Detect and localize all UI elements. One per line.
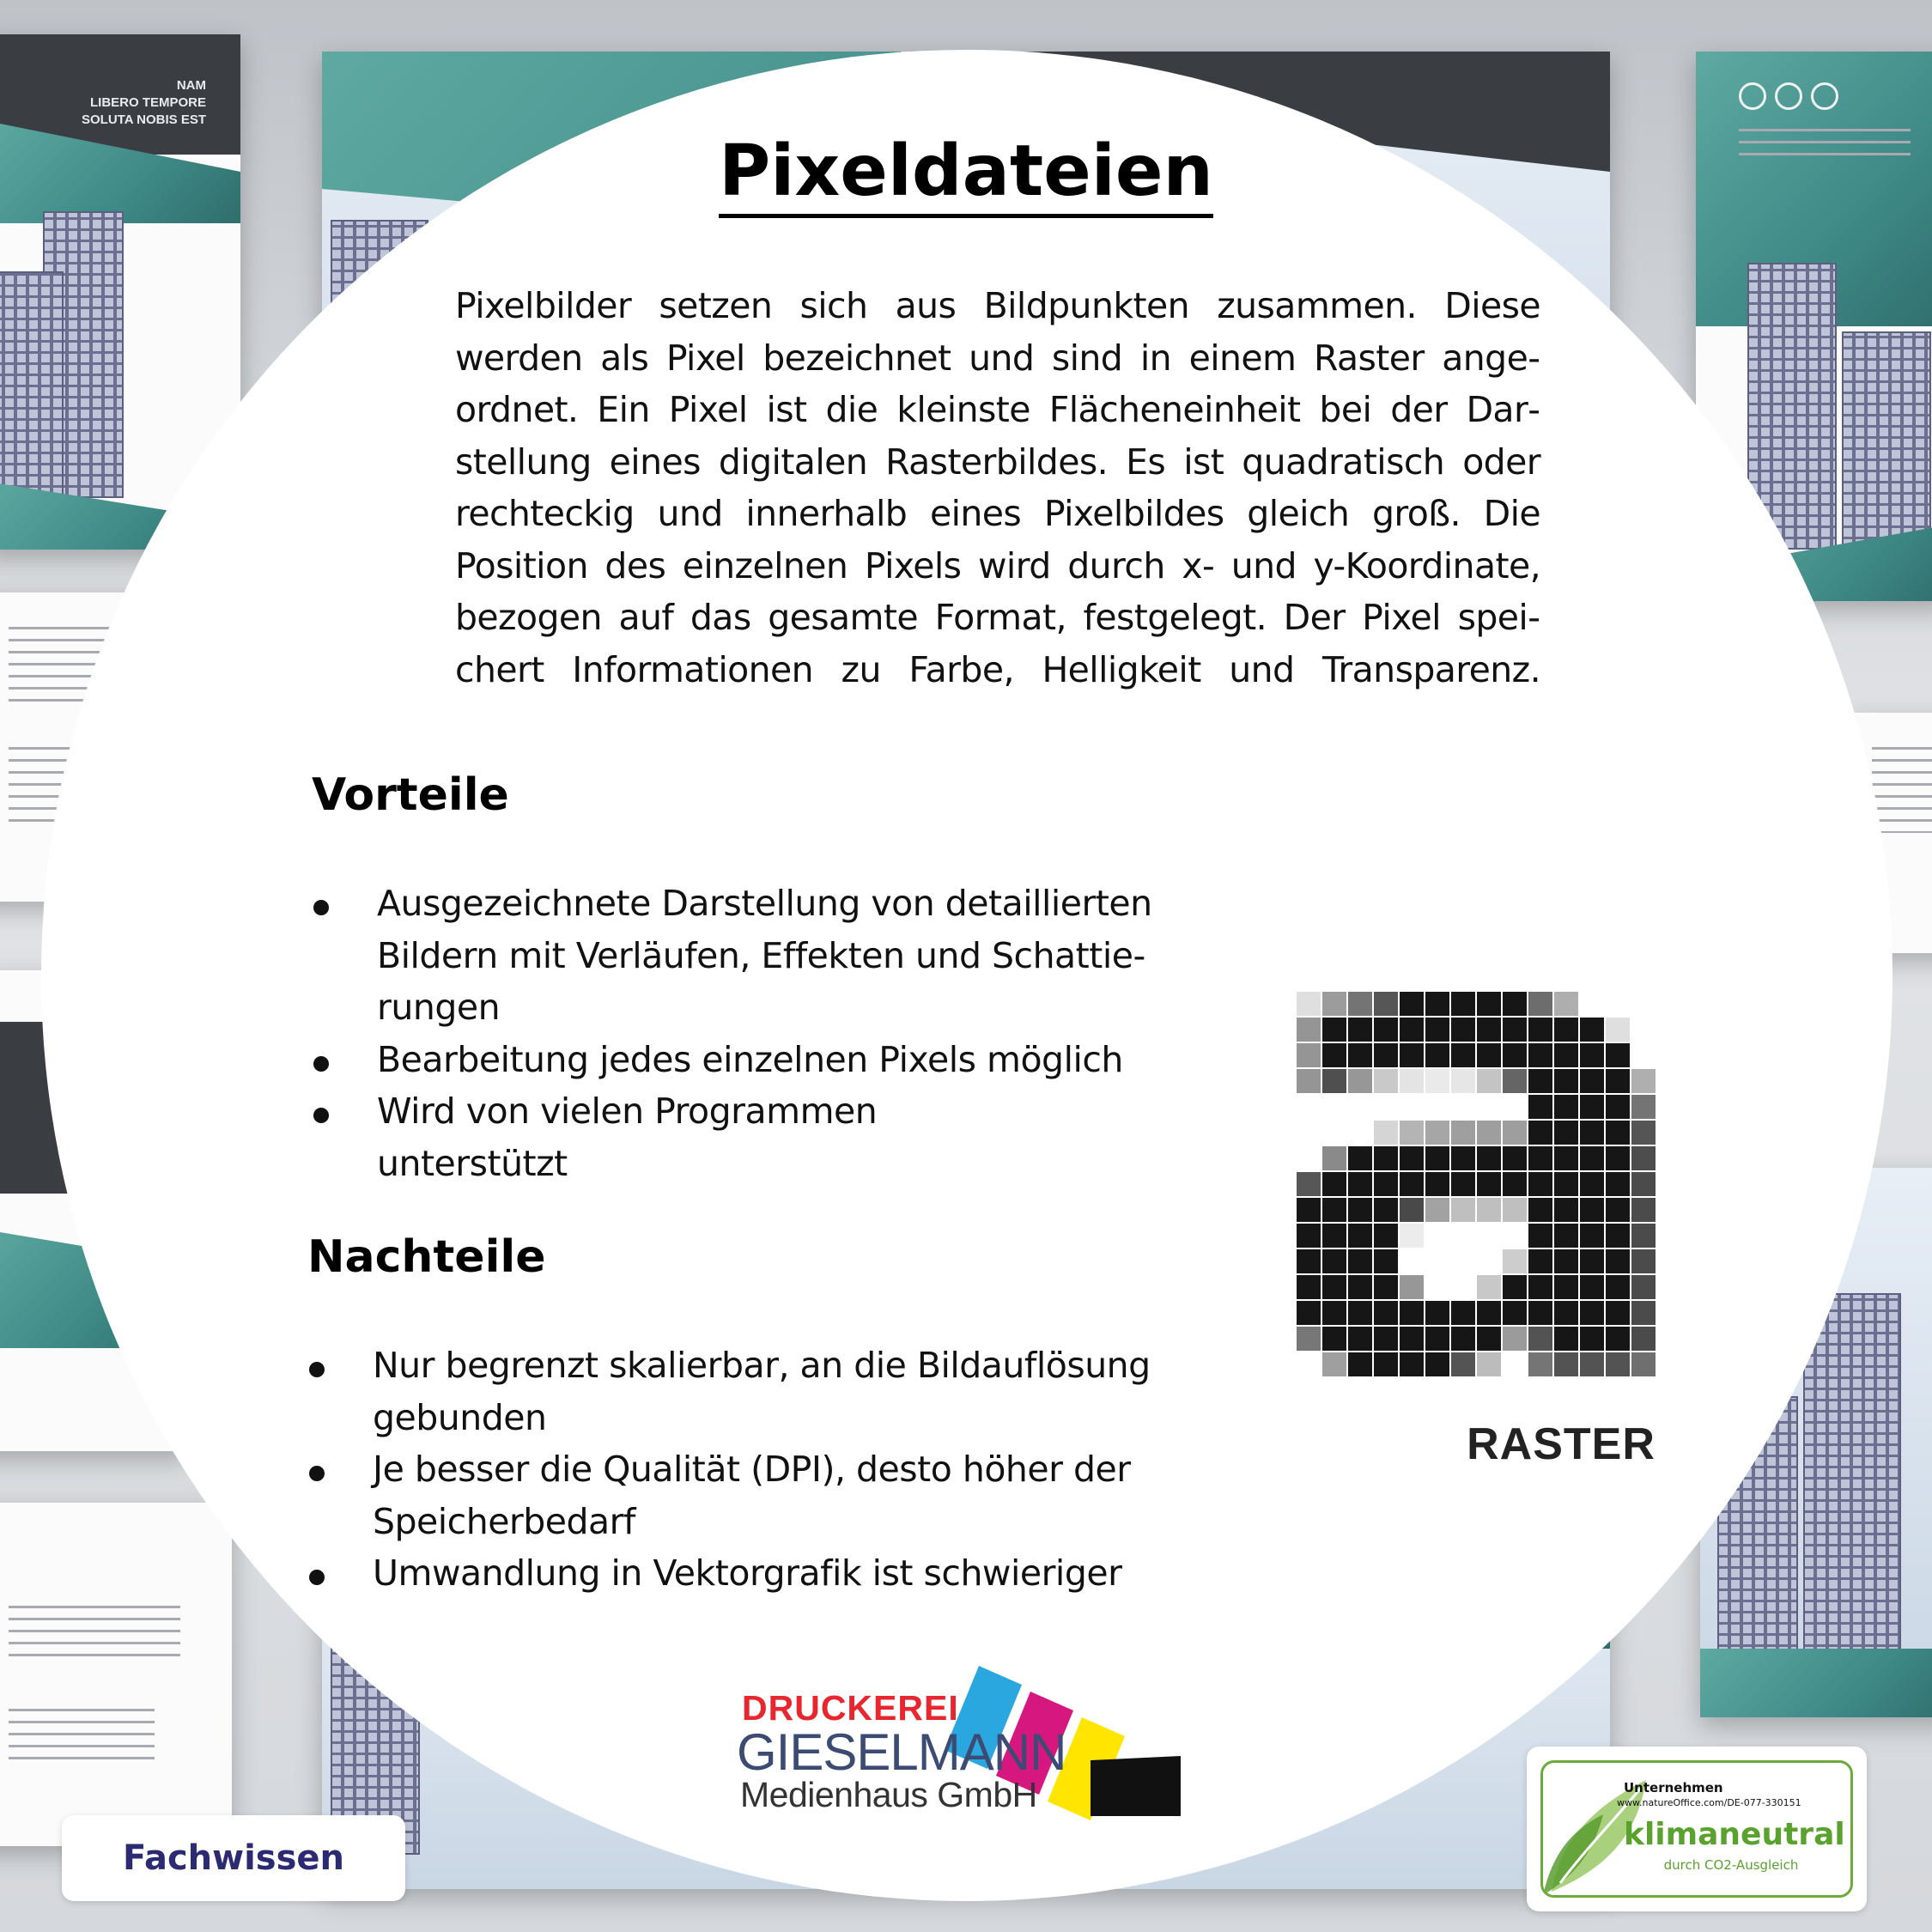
raster-pixel [1606,1275,1630,1299]
raster-pixel [1580,1069,1604,1093]
raster-pixel [1606,1146,1630,1170]
raster-pixel [1528,1249,1552,1273]
raster-pixel [1554,1069,1578,1093]
nachteile-heading: Nachteile [307,1231,546,1283]
raster-pixel [1477,1043,1501,1067]
raster-pixel [1528,1121,1552,1145]
list-item: Bearbeitung jedes einzelnen Pixels möglich [312,1034,1222,1086]
raster-pixel [1580,1043,1604,1067]
raster-pixel [1425,992,1449,1016]
raster-pixel [1477,1172,1501,1196]
raster-pixel [1374,1224,1398,1248]
raster-pixel [1425,1301,1449,1325]
raster-pixel [1477,992,1501,1016]
raster-pixel [1297,1275,1321,1299]
raster-pixel [1400,1198,1424,1222]
raster-pixel [1451,1069,1475,1093]
brochure-label: NAM LIBERO TEMPORE SOLUTA NOBIS EST [81,78,206,127]
raster-pixel [1451,1172,1475,1196]
raster-pixel [1348,1301,1372,1325]
raster-pixel [1451,1301,1475,1325]
raster-pixel [1528,1172,1552,1196]
raster-pixel [1451,1043,1475,1067]
raster-pixel [1322,1146,1346,1170]
vorteile-heading: Vorteile [312,769,509,821]
raster-pixel [1580,1352,1604,1376]
raster-pixel [1554,1327,1578,1351]
raster-pixel [1322,992,1346,1016]
raster-pixel [1374,1249,1398,1273]
raster-pixel [1322,1198,1346,1222]
building [1803,1293,1901,1657]
raster-pixel [1451,1121,1475,1145]
raster-pixel [1631,1301,1656,1325]
raster-pixel [1374,1198,1398,1222]
raster-pixel [1322,1069,1346,1093]
raster-pixel [1297,1069,1321,1093]
raster-pixel [1503,1301,1527,1325]
raster-pixel [1528,1198,1552,1222]
raster-pixel [1503,1069,1527,1093]
raster-pixel [1348,1069,1372,1093]
raster-a-icon [1288,927,1666,1391]
raster-pixel [1400,1224,1424,1248]
raster-pixel [1580,1275,1604,1299]
raster-pixel [1425,1352,1449,1376]
company-logo [730,1666,1185,1820]
raster-pixel [1631,1249,1656,1273]
raster-pixel [1606,1069,1630,1093]
raster-pixel [1348,1198,1372,1222]
building [1842,331,1931,550]
raster-pixel [1606,1095,1630,1119]
raster-pixel [1580,1095,1604,1119]
raster-pixel [1554,1172,1578,1196]
raster-pixel [1554,1198,1578,1222]
raster-pixel [1631,1224,1656,1248]
logo-line-1: DRUCKEREI [742,1688,959,1728]
raster-pixel [1477,1275,1501,1299]
logo-line-2: GIESELMANN [737,1723,1066,1781]
raster-pixel [1374,1352,1398,1376]
raster-pixel [1580,1146,1604,1170]
raster-pixel [1297,992,1321,1016]
raster-pixel [1580,1224,1604,1248]
raster-pixel [1554,1121,1578,1145]
raster-pixel [1297,1301,1321,1325]
raster-pixel [1554,1224,1578,1248]
raster-pixel [1297,1043,1321,1067]
raster-pixel [1322,1224,1346,1248]
badge-line-4: durch CO2-Ausgleich [1663,1857,1799,1873]
raster-pixel [1451,1198,1475,1222]
raster-pixel [1503,1018,1527,1042]
raster-pixel [1580,1327,1604,1351]
raster-pixel [1400,992,1424,1016]
raster-pixel [1580,1121,1604,1145]
raster-pixel [1374,1172,1398,1196]
badge-line-1: Unternehmen [1624,1780,1723,1795]
raster-pixel [1503,1121,1527,1145]
raster-pixel [1374,1121,1398,1145]
raster-pixel [1580,1249,1604,1273]
raster-pixel [1425,1043,1449,1067]
raster-pixel [1374,992,1398,1016]
raster-pixel [1348,1275,1372,1299]
raster-pixel [1297,1249,1321,1273]
raster-pixel [1631,1069,1656,1093]
raster-pixel [1477,1352,1501,1376]
raster-pixel [1606,1249,1630,1273]
raster-pixel [1631,1198,1656,1222]
raster-pixel [1606,1121,1630,1145]
raster-pixel [1348,1249,1372,1273]
raster-pixel [1631,1275,1656,1299]
raster-pixel [1580,1172,1604,1196]
raster-pixel [1528,1301,1552,1325]
raster-pixel [1503,1327,1527,1351]
raster-pixel [1322,1301,1346,1325]
raster-pixel [1425,1146,1449,1170]
badge-line-2: www.natureOffice.com/DE-077-330151 [1617,1797,1801,1808]
raster-pixel [1477,1121,1501,1145]
raster-label: RASTER [1467,1419,1656,1469]
raster-pixel [1297,1327,1321,1351]
raster-pixel [1400,1327,1424,1351]
raster-pixel [1606,1301,1630,1325]
raster-pixel [1348,1018,1372,1042]
raster-pixel [1528,1095,1552,1119]
raster-pixel [1400,1069,1424,1093]
badge-frame [1540,1760,1853,1898]
raster-pixel [1374,1327,1398,1351]
raster-pixel [1348,1327,1372,1351]
klimaneutral-badge [1527,1747,1867,1911]
raster-pixel [1322,1275,1346,1299]
raster-pixel [1580,1301,1604,1325]
raster-pixel [1425,1069,1449,1093]
raster-pixel [1554,1275,1578,1299]
list-item: Je besser die Qualität (DPI), desto höher der Speicherbedarf [307,1443,1235,1547]
raster-pixel [1503,1146,1527,1170]
raster-pixel [1528,1146,1552,1170]
brochure-bottom-left [0,1503,232,1846]
raster-pixel [1606,1198,1630,1222]
raster-pixel [1503,1172,1527,1196]
raster-pixel [1374,1146,1398,1170]
raster-pixel [1503,992,1527,1016]
raster-pixel [1374,1301,1398,1325]
raster-pixel [1348,1146,1372,1170]
raster-pixel [1322,1018,1346,1042]
raster-pixel [1606,1018,1630,1042]
raster-pixel [1348,992,1372,1016]
raster-pixel [1631,1327,1656,1351]
raster-pixel [1477,1146,1501,1170]
raster-pixel [1451,1327,1475,1351]
fachwissen-label: Fachwissen [122,1838,345,1878]
raster-pixel [1348,1224,1372,1248]
raster-pixel [1554,1301,1578,1325]
raster-pixel [1631,1121,1656,1145]
raster-pixel [1425,1327,1449,1351]
raster-pixel [1554,992,1578,1016]
raster-pixel [1477,1069,1501,1093]
brochure-dots [1739,82,1838,110]
raster-pixel [1554,1352,1578,1376]
fachwissen-tag [62,1815,405,1901]
raster-pixel [1400,1352,1424,1376]
raster-pixel [1400,1172,1424,1196]
list-item: Wird von vielen Programmen unterstützt [312,1085,927,1189]
raster-pixel [1322,1352,1346,1376]
raster-pixel [1554,1043,1578,1067]
raster-pixel [1528,1224,1552,1248]
raster-pixel [1322,1249,1346,1273]
raster-pixel [1606,1327,1630,1351]
raster-pixel [1374,1275,1398,1299]
raster-pixel [1631,1095,1656,1119]
raster-pixel [1348,1352,1372,1376]
raster-pixel [1631,1172,1656,1196]
raster-pixel [1554,1095,1578,1119]
raster-pixel [1528,1018,1552,1042]
raster-pixel [1477,1018,1501,1042]
raster-pixel [1554,1146,1578,1170]
raster-pixel [1503,1275,1527,1299]
raster-pixel [1374,1069,1398,1093]
raster-pixel [1322,1327,1346,1351]
raster-pixel [1528,1352,1552,1376]
raster-pixel [1528,1275,1552,1299]
raster-pixel [1451,1352,1475,1376]
raster-pixel [1451,1018,1475,1042]
raster-pixel [1322,1043,1346,1067]
raster-pixel [1451,1146,1475,1170]
raster-pixel [1503,1249,1527,1273]
raster-pixel [1606,1043,1630,1067]
raster-pixel [1528,1043,1552,1067]
raster-pixel [1297,1172,1321,1196]
raster-pixel [1348,1043,1372,1067]
raster-pixel [1322,1172,1346,1196]
raster-pixel [1400,1043,1424,1067]
logo-line-3: Medienhaus GmbH [740,1775,1037,1814]
raster-pixel [1400,1018,1424,1042]
raster-pixel [1606,1224,1630,1248]
raster-pixel [1425,1172,1449,1196]
raster-pixel [1374,1018,1398,1042]
raster-pixel [1425,1018,1449,1042]
raster-pixel [1554,1018,1578,1042]
raster-pixel [1400,1121,1424,1145]
raster-pixel [1503,1043,1527,1067]
raster-pixel [1374,1043,1398,1067]
raster-pixel [1606,1172,1630,1196]
list-item: Umwandlung in Vektorgrafik ist schwieriger [307,1547,1235,1600]
raster-pixel [1528,1327,1552,1351]
badge-line-3: klimaneutral [1624,1817,1845,1852]
raster-pixel [1451,992,1475,1016]
raster-pixel [1348,1172,1372,1196]
raster-pixel [1477,1198,1501,1222]
raster-pixel [1580,1198,1604,1222]
list-item: Ausgezeichnete Darstellung von detaillierten Bildern mit Verläufen, Effekten und Schattierungen [312,878,1222,1034]
raster-pixel [1554,1249,1578,1273]
building [0,271,64,498]
page-title-text: Pixeldateien [719,131,1213,218]
raster-pixel [1400,1275,1424,1299]
intro-paragraph: Pixelbilder setzen sich aus Bildpunkten zusammen. Diese werden als Pixel bezeichnet und sind in einem Raster angeordnet. Ein Pixel ist die kleinste Flächeneinheit bei der Darstellung eines digitalen Rasterbildes. Es ist quadratisch oder rechteckig und innerhalb eines Pixelbildes gleich groß. Die Position des einzelnen Pixels wird durch x- und y-Koordinate, bezogen auf das gesamte Format, festgelegt. Der Pixel speichert Informationen zu Farbe, Helligkeit und Transparenz. [455,285,1540,690]
raster-pixel [1400,1146,1424,1170]
raster-pixel [1580,1018,1604,1042]
raster-pixel [1631,1352,1656,1376]
nachteile-list [307,1340,1235,1600]
raster-pixel [1425,1121,1449,1145]
raster-pixel [1528,992,1552,1016]
raster-pixel [1477,1301,1501,1325]
raster-pixel [1297,1224,1321,1248]
raster-pixel [1477,1327,1501,1351]
raster-pixel [1425,1198,1449,1222]
raster-pixel [1606,1352,1630,1376]
page-title [0,129,1932,215]
raster-pixel [1528,1069,1552,1093]
raster-pixel [1631,1146,1656,1170]
list-item: Nur begrenzt skalierbar, an die Bildauflösung gebunden [307,1340,1235,1443]
raster-pixel [1503,1198,1527,1222]
vorteile-list [312,878,1222,1189]
raster-pixel [1297,1018,1321,1042]
raster-pixel [1297,1198,1321,1222]
raster-pixel [1400,1301,1424,1325]
